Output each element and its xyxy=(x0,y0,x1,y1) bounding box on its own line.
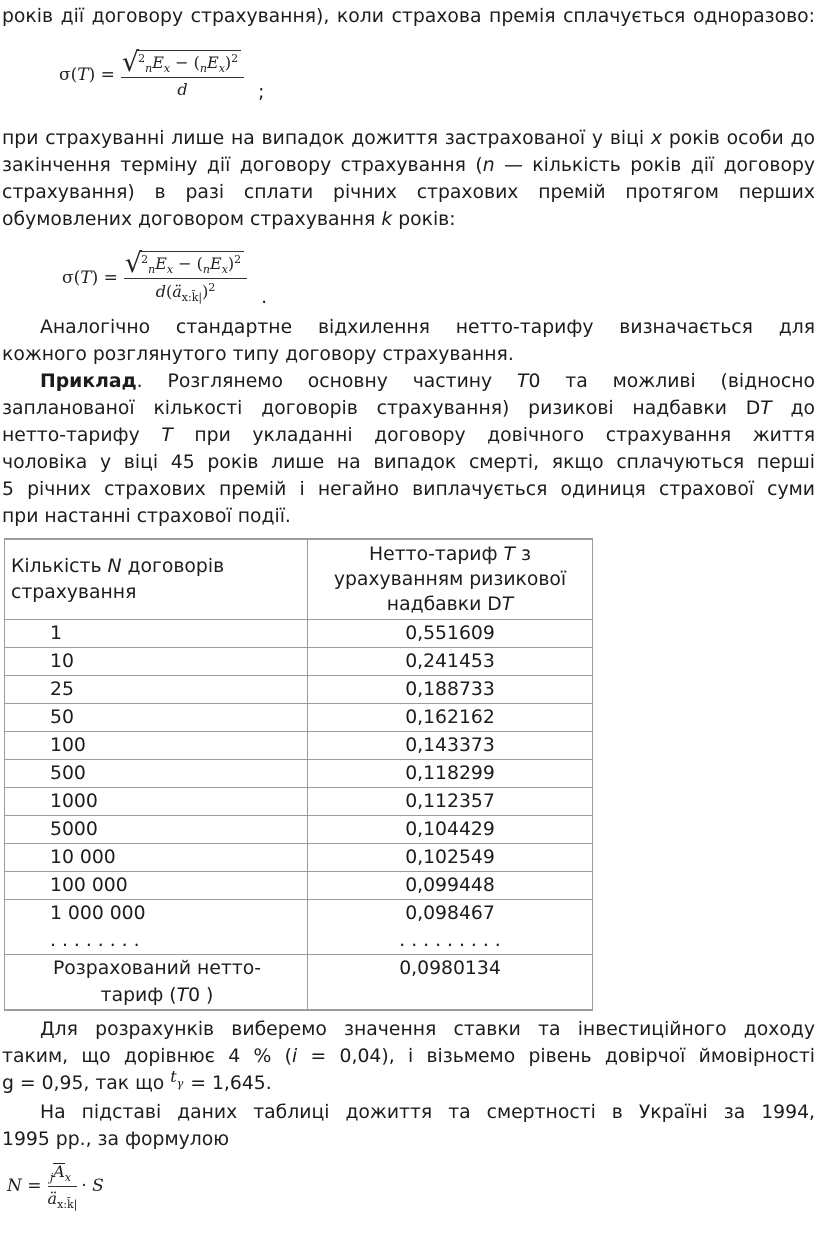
text-segment: σ( xyxy=(59,64,78,85)
paragraph-example xyxy=(2,368,815,530)
text-segment: 0,099448 xyxy=(405,875,495,896)
formula-sigma-annuity xyxy=(62,247,815,308)
text-line xyxy=(2,476,815,503)
text-segment: — кількість років дії договору xyxy=(494,155,815,176)
text-segment: 25 xyxy=(50,679,74,700)
text-segment: при укладанні договору довічного страхування життя xyxy=(172,425,815,446)
text-segment: T xyxy=(517,371,529,392)
fraction xyxy=(48,1161,78,1211)
radical-sign: √ xyxy=(124,247,143,279)
text-segment: чоловіка у віці 45 років лише на випадок смерті, якщо сплачуються перші xyxy=(2,452,815,473)
cell-line xyxy=(50,648,307,675)
formula-punctuation: . xyxy=(261,287,268,308)
text-segment: x xyxy=(163,62,171,75)
cell-net-tariff xyxy=(308,788,593,816)
text-segment: x xyxy=(218,62,225,75)
text-segment: 2 xyxy=(138,52,146,65)
cell-contracts-count xyxy=(5,704,308,732)
fraction-numerator xyxy=(124,247,247,279)
table-row xyxy=(5,732,593,760)
text-segment: E xyxy=(210,254,222,273)
text-segment: 2 xyxy=(208,281,216,294)
cell-line xyxy=(308,816,592,843)
cell-contracts-count xyxy=(5,872,308,900)
text-segment: 1 xyxy=(50,623,62,644)
table-header-net-tariff xyxy=(308,539,593,620)
cell-line xyxy=(308,900,592,927)
text-segment: 2 xyxy=(234,253,242,266)
cell-line xyxy=(308,788,592,815)
cell-line xyxy=(308,927,592,954)
paragraph-mortality-tables xyxy=(2,1099,815,1153)
text-segment: k xyxy=(381,209,393,230)
formula-punctuation: ; xyxy=(258,82,265,103)
text-segment: ä xyxy=(47,1189,58,1208)
text-segment: з урахуванням ризикової надбавки D xyxy=(333,544,567,615)
text-segment: 0,118299 xyxy=(405,763,495,784)
cell-line xyxy=(308,676,592,703)
text-segment: T xyxy=(80,267,92,288)
text-segment: 5 річних страхових премій і негайно виплачується одиниця страхової суми xyxy=(2,479,815,500)
text-segment: T xyxy=(503,544,515,565)
text-segment: 100 000 xyxy=(50,875,128,896)
cell-contracts-count xyxy=(5,900,308,955)
formula-sigma-single-premium xyxy=(59,46,815,103)
cell-line xyxy=(50,927,307,954)
text-segment: Розрахований нетто- xyxy=(52,958,262,979)
text-line xyxy=(2,125,815,152)
formula-lhs xyxy=(62,268,118,288)
text-segment: x:k̄| xyxy=(57,1198,78,1211)
text-segment: x:k̄| xyxy=(181,291,203,304)
text-segment: = 1,645. xyxy=(184,1073,272,1094)
text-segment: років дії договору страхування), коли страхова премія сплачується одноразово: xyxy=(2,6,815,27)
text-line xyxy=(2,449,815,476)
text-segment: T xyxy=(176,985,189,1006)
table-header-row xyxy=(5,539,593,620)
text-segment: страхування) в разі сплати річних страхових премій протягом перших xyxy=(2,182,815,203)
text-segment: = 0,04), і візьмемо рівень довірчої ймовірності xyxy=(297,1046,816,1067)
text-segment: Приклад xyxy=(40,371,137,392)
fraction-numerator xyxy=(121,46,244,78)
text-segment: E xyxy=(155,254,167,273)
text-line xyxy=(2,503,815,530)
radicand xyxy=(140,251,244,276)
text-segment: . Розглянемо основну частину xyxy=(136,371,518,392)
text-line xyxy=(2,1099,815,1126)
text-segment: ) xyxy=(224,53,232,72)
cell-line xyxy=(7,955,307,982)
text-segment: при страхуванні лише на випадок дожиття застрахованої у віці xyxy=(2,128,651,149)
radicand xyxy=(137,50,241,75)
text-segment: 0,104429 xyxy=(405,819,495,840)
text-segment: обумовлених договором страхування xyxy=(2,209,382,230)
text-segment: x xyxy=(221,263,228,276)
text-segment: кожного розглянутого типу договору страхування. xyxy=(2,344,514,365)
text-segment: x xyxy=(650,128,663,149)
text-segment: T xyxy=(77,64,89,85)
cell-line xyxy=(308,704,592,731)
text-segment: x xyxy=(166,263,174,276)
text-segment: j xyxy=(49,1171,54,1184)
cell-contracts-count xyxy=(5,648,308,676)
radical-sign: √ xyxy=(121,46,140,78)
text-segment: 0,188733 xyxy=(405,679,495,700)
text-line xyxy=(2,368,815,395)
cell-line xyxy=(50,760,307,787)
text-segment: ä xyxy=(172,282,182,301)
cell-line xyxy=(50,704,307,731)
text-segment: Аналогічно стандартне відхилення нетто-тарифу визначається для xyxy=(40,317,815,338)
cell-net-tariff xyxy=(308,732,593,760)
text-segment: тариф ( xyxy=(100,985,177,1006)
cell-net-tariff xyxy=(308,900,593,955)
text-segment: 0,551609 xyxy=(405,623,495,644)
cell-line xyxy=(308,955,592,982)
cell-line xyxy=(50,844,307,871)
text-segment: при настанні страхової події. xyxy=(2,506,291,527)
text-segment: закінчення терміну дії договору страхування ( xyxy=(2,155,483,176)
text-segment: 1995 рр., за формулою xyxy=(2,1129,230,1150)
cell-contracts-count xyxy=(5,844,308,872)
text-segment: запланованої кількості договорів страхування) ризикові надбавки D xyxy=(2,398,761,419)
text-segment: d xyxy=(155,282,166,301)
text-segment: 10 000 xyxy=(50,847,116,868)
text-segment: 0,112357 xyxy=(405,791,495,812)
formula-lhs xyxy=(7,1176,42,1196)
text-segment: n xyxy=(148,263,156,276)
fraction-denominator xyxy=(177,78,187,99)
tariff-table xyxy=(4,538,593,1011)
cell-net-tariff xyxy=(308,620,593,648)
text-line xyxy=(2,1126,815,1153)
text-segment: n xyxy=(145,62,153,75)
text-segment: A xyxy=(53,1162,65,1181)
cell-contracts-count xyxy=(5,816,308,844)
table-row xyxy=(5,844,593,872)
formula-number-of-contracts xyxy=(7,1161,815,1211)
cell-net-tariff xyxy=(308,844,593,872)
text-segment: x xyxy=(64,1171,72,1184)
text-line xyxy=(2,395,815,422)
text-line xyxy=(2,314,815,341)
text-segment: T xyxy=(760,398,772,419)
text-segment: 1 000 000 xyxy=(50,903,146,924)
text-segment: T xyxy=(501,594,514,615)
cell-contracts-count xyxy=(5,955,308,1011)
text-segment: ( xyxy=(165,282,173,301)
tariff-table-body xyxy=(5,620,593,1011)
table-row xyxy=(5,704,593,732)
cell-net-tariff xyxy=(308,760,593,788)
cell-line xyxy=(50,620,307,647)
fraction-denominator xyxy=(156,279,216,304)
table-row xyxy=(5,872,593,900)
text-segment: T xyxy=(161,425,173,446)
paragraph-calculation-assumptions xyxy=(2,1016,815,1099)
paragraph-endowment xyxy=(2,125,815,233)
table-header-contracts-count xyxy=(5,539,308,620)
cell-line xyxy=(308,844,592,871)
cell-line xyxy=(50,732,307,759)
cell-line xyxy=(308,620,592,647)
text-segment: до xyxy=(771,398,816,419)
table-row xyxy=(5,648,593,676)
text-segment: ) = xyxy=(91,267,118,288)
cell-net-tariff xyxy=(308,676,593,704)
table-row xyxy=(5,900,593,955)
text-segment: 500 xyxy=(50,763,86,784)
text-segment: 0,102549 xyxy=(405,847,495,868)
text-segment: років: xyxy=(392,209,456,230)
text-segment: N xyxy=(107,555,122,577)
cell-contracts-count xyxy=(5,760,308,788)
text-segment: 1000 xyxy=(50,791,98,812)
formula-lhs xyxy=(59,65,115,85)
text-line xyxy=(2,341,815,368)
cell-line xyxy=(308,732,592,759)
text-line xyxy=(2,422,815,449)
text-line xyxy=(2,206,815,233)
cell-net-tariff xyxy=(308,704,593,732)
fraction-denominator xyxy=(48,1187,78,1211)
table-row xyxy=(5,955,593,1011)
text-segment: 0,098467 xyxy=(405,903,495,924)
cell-net-tariff xyxy=(308,955,593,1011)
fraction-numerator xyxy=(48,1161,77,1187)
cell-line xyxy=(50,900,307,927)
text-segment: 5000 xyxy=(50,819,98,840)
cell-line xyxy=(50,816,307,843)
cell-contracts-count xyxy=(5,788,308,816)
text-segment: . . . . . . . . xyxy=(50,930,140,951)
text-segment: E xyxy=(152,53,164,72)
table-row xyxy=(5,676,593,704)
numerator-expression xyxy=(49,1161,74,1184)
text-segment: i xyxy=(292,1046,298,1067)
text-segment: t xyxy=(170,1067,177,1086)
text-segment: нетто-тарифу xyxy=(2,425,162,446)
text-segment: n xyxy=(482,155,495,176)
text-segment: − ( xyxy=(173,254,203,273)
text-segment: таким, що дорівнює 4 % ( xyxy=(2,1046,292,1067)
text-segment: ) xyxy=(202,282,209,301)
text-segment: 0,162162 xyxy=(405,707,495,728)
text-segment: 100 xyxy=(50,735,86,756)
tariff-table-head xyxy=(5,539,593,620)
text-segment: 2 xyxy=(231,52,239,65)
text-segment: − ( xyxy=(170,53,200,72)
text-segment: n xyxy=(199,62,208,75)
text-segment: років особи до xyxy=(662,128,815,149)
paragraph-standard-deviation xyxy=(2,314,815,368)
cell-line xyxy=(308,872,592,899)
text-segment: g = 0,95, так що xyxy=(2,1073,171,1094)
text-segment: n xyxy=(202,263,211,276)
text-segment: = xyxy=(21,1176,42,1196)
text-segment: 0,143373 xyxy=(405,735,495,756)
text-line xyxy=(2,1067,815,1099)
text-line xyxy=(2,3,815,30)
text-line xyxy=(2,179,815,206)
cell-net-tariff xyxy=(308,872,593,900)
cell-contracts-count xyxy=(5,676,308,704)
text-segment: · xyxy=(81,1176,93,1196)
cell-line xyxy=(50,788,307,815)
text-line xyxy=(2,1016,815,1043)
table-row xyxy=(5,620,593,648)
text-segment: ) = xyxy=(88,64,115,85)
text-segment: Для розрахунків виберемо значення ставки та інвестиційного доходу xyxy=(40,1019,815,1040)
text-segment: 0 ) xyxy=(188,985,214,1006)
text-segment: 10 xyxy=(50,651,74,672)
formula-multiplier xyxy=(81,1176,103,1196)
text-segment: Нетто-тариф xyxy=(369,544,504,565)
text-segment: ) xyxy=(227,254,235,273)
text-segment: N xyxy=(7,1176,22,1196)
cell-line xyxy=(308,760,592,787)
text-segment: . . . . . . . . . xyxy=(399,930,501,951)
text-segment: 0,241453 xyxy=(405,651,495,672)
cell-contracts-count xyxy=(5,732,308,760)
text-segment: d xyxy=(177,80,188,99)
text-segment: E xyxy=(207,53,219,72)
cell-net-tariff xyxy=(308,648,593,676)
cell-line xyxy=(308,648,592,675)
paragraph-intro xyxy=(2,3,815,30)
fraction xyxy=(124,247,247,304)
text-segment: 0 та можливі (відносно xyxy=(528,371,815,392)
fraction xyxy=(121,46,244,99)
text-segment: γ xyxy=(176,1077,184,1090)
text-segment: 50 xyxy=(50,707,74,728)
cell-net-tariff xyxy=(308,816,593,844)
text-segment: договорів страхування xyxy=(11,555,225,603)
cell-line xyxy=(50,676,307,703)
text-segment: Кількість xyxy=(11,555,108,577)
cell-line xyxy=(7,982,307,1009)
table-row xyxy=(5,816,593,844)
text-line xyxy=(2,1043,815,1070)
text-segment: 2 xyxy=(141,253,149,266)
table-row xyxy=(5,788,593,816)
cell-contracts-count xyxy=(5,620,308,648)
table-row xyxy=(5,760,593,788)
text-segment: 0,0980134 xyxy=(399,958,501,979)
text-segment: σ( xyxy=(62,267,81,288)
cell-line xyxy=(50,872,307,899)
text-segment: На підставі даних таблиці дожиття та смертності в Україні за 1994, xyxy=(40,1102,815,1123)
text-line xyxy=(2,152,815,179)
text-segment: S xyxy=(92,1176,104,1196)
